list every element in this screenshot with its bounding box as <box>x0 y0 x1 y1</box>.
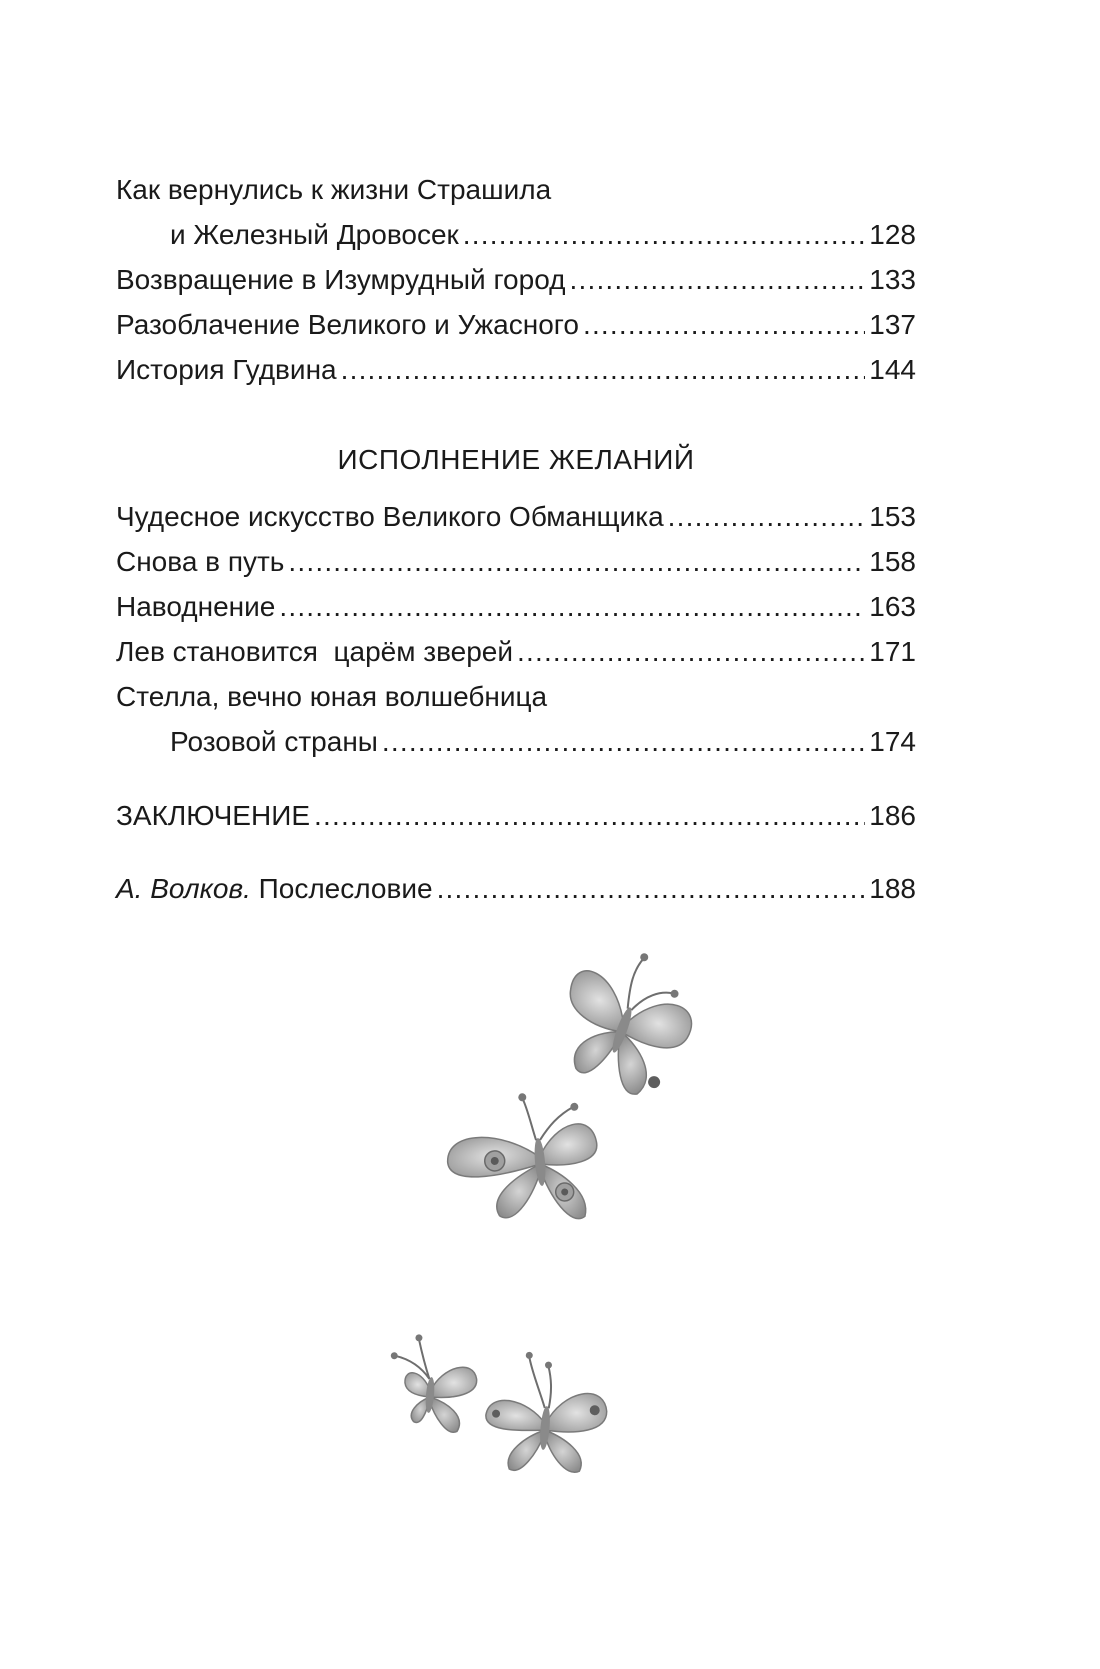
dot-leader <box>279 590 865 624</box>
dot-leader <box>570 263 866 297</box>
toc-entry[interactable] <box>116 545 916 579</box>
toc-entry-title: Возвращение в Изумрудный город <box>116 264 566 295</box>
toc-entry[interactable] <box>116 680 916 714</box>
dot-leader <box>437 872 866 906</box>
toc-entry-title: ЗАКЛЮЧЕНИЕ <box>116 800 310 831</box>
dot-leader <box>463 218 866 252</box>
dot-leader <box>583 308 865 342</box>
toc-page-number: 174 <box>869 726 916 757</box>
butterfly-icon <box>544 933 711 1105</box>
toc-page-number: 137 <box>869 309 916 340</box>
toc-entry-title: Наводнение <box>116 591 276 622</box>
toc-page-number: 158 <box>869 546 916 577</box>
toc-entry-afterword[interactable] <box>116 872 916 906</box>
butterfly-icon <box>385 1332 481 1434</box>
butterfly-icon <box>442 1087 603 1229</box>
toc-entry[interactable] <box>116 173 916 207</box>
toc-entry-title: Лев становится царём зверей <box>116 636 514 667</box>
toc-entry[interactable] <box>170 725 916 759</box>
toc-page-number: 186 <box>869 800 916 831</box>
toc-entry-conclusion[interactable] <box>116 799 916 833</box>
toc-entry-title: Розовой страны <box>170 726 378 757</box>
toc-page-number: 128 <box>869 219 916 250</box>
toc-entry[interactable] <box>116 263 916 297</box>
afterword-author: А. Волков. <box>116 873 251 904</box>
toc-entry-title: Разоблачение Великого и Ужасного <box>116 309 579 340</box>
toc-entry[interactable] <box>116 308 916 342</box>
toc-entry[interactable] <box>116 500 916 534</box>
dot-leader <box>341 353 866 387</box>
dot-leader <box>382 725 865 759</box>
toc-page-number: 133 <box>869 264 916 295</box>
toc-page-number: 153 <box>869 501 916 532</box>
toc-entry-title <box>116 872 433 906</box>
toc-entry[interactable] <box>116 590 916 624</box>
section-heading: ИСПОЛНЕНИЕ ЖЕЛАНИЙ <box>337 444 695 475</box>
dot-leader <box>668 500 866 534</box>
toc-page-number: 188 <box>869 873 916 904</box>
toc-entry-title: История Гудвина <box>116 354 337 385</box>
dot-leader <box>288 545 865 579</box>
toc-entry-title: Стелла, вечно юная волшебница <box>116 681 548 712</box>
dot-leader <box>517 635 865 669</box>
butterfly-icon <box>481 1349 611 1478</box>
toc-entry-title: и Железный Дровосек <box>170 219 459 250</box>
toc-entry-title: Чудесное искусство Великого Обманщика <box>116 501 664 532</box>
toc-entry[interactable] <box>116 635 916 669</box>
toc-page-number: 171 <box>869 636 916 667</box>
toc-entry-title: Как вернулись к жизни Страшила <box>116 174 552 205</box>
toc-page-number: 144 <box>869 354 916 385</box>
toc-page-number: 163 <box>869 591 916 622</box>
toc-entry[interactable] <box>116 353 916 387</box>
dot-leader <box>314 799 865 833</box>
toc-entry-title: Снова в путь <box>116 546 285 577</box>
afterword-title: Послесловие <box>258 873 433 904</box>
toc-entry[interactable] <box>170 218 916 252</box>
